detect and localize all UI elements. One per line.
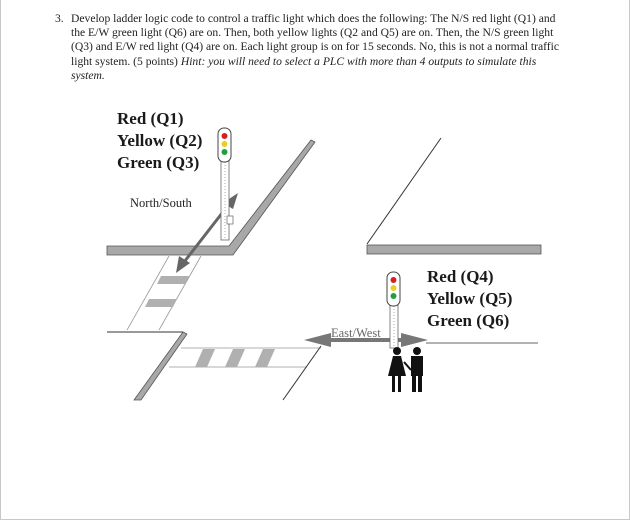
ns-red-label: Red (Q1) — [117, 109, 184, 128]
yellow-lamp-icon — [391, 285, 397, 291]
road-upper-right — [367, 138, 541, 254]
traffic-light-north-south — [218, 128, 233, 240]
yellow-lamp-icon — [222, 141, 228, 147]
ew-yellow-label: Yellow (Q5) — [427, 289, 513, 308]
crosswalk-east-west — [169, 343, 538, 400]
question-number: 3. — [55, 12, 64, 25]
red-lamp-icon — [222, 133, 228, 139]
question-hint: Hint: you will need to select a PLC with more than 4 outputs to simulate this system. — [71, 54, 537, 82]
green-lamp-icon — [391, 293, 397, 299]
crosswalk-north-south — [127, 256, 201, 330]
east-west-label: East/West — [331, 326, 381, 340]
question-body: Develop ladder logic code to control a traffic light which does the following: The N/S red light (Q1) and the E/W green light (Q6) are on. Then, both yellow lights (Q2 and Q5) are on. Then, the N/S green light (Q3) and E/W red light (Q4) are on. Each light group is on for 15 seconds. No, this is not a normal traffic light system. (5 points) — [71, 12, 560, 68]
ns-green-label: Green (Q3) — [117, 153, 200, 172]
ew-green-label: Green (Q6) — [427, 311, 510, 330]
traffic-light-east-west — [387, 272, 400, 348]
road-lower-left — [107, 332, 187, 400]
ew-red-label: Red (Q4) — [427, 267, 494, 286]
traffic-intersection-diagram — [1, 0, 630, 520]
red-lamp-icon — [391, 277, 397, 283]
north-south-label: North/South — [130, 196, 192, 210]
pedestrians-icon — [388, 347, 423, 392]
ns-yellow-label: Yellow (Q2) — [117, 131, 203, 150]
green-lamp-icon — [222, 149, 228, 155]
